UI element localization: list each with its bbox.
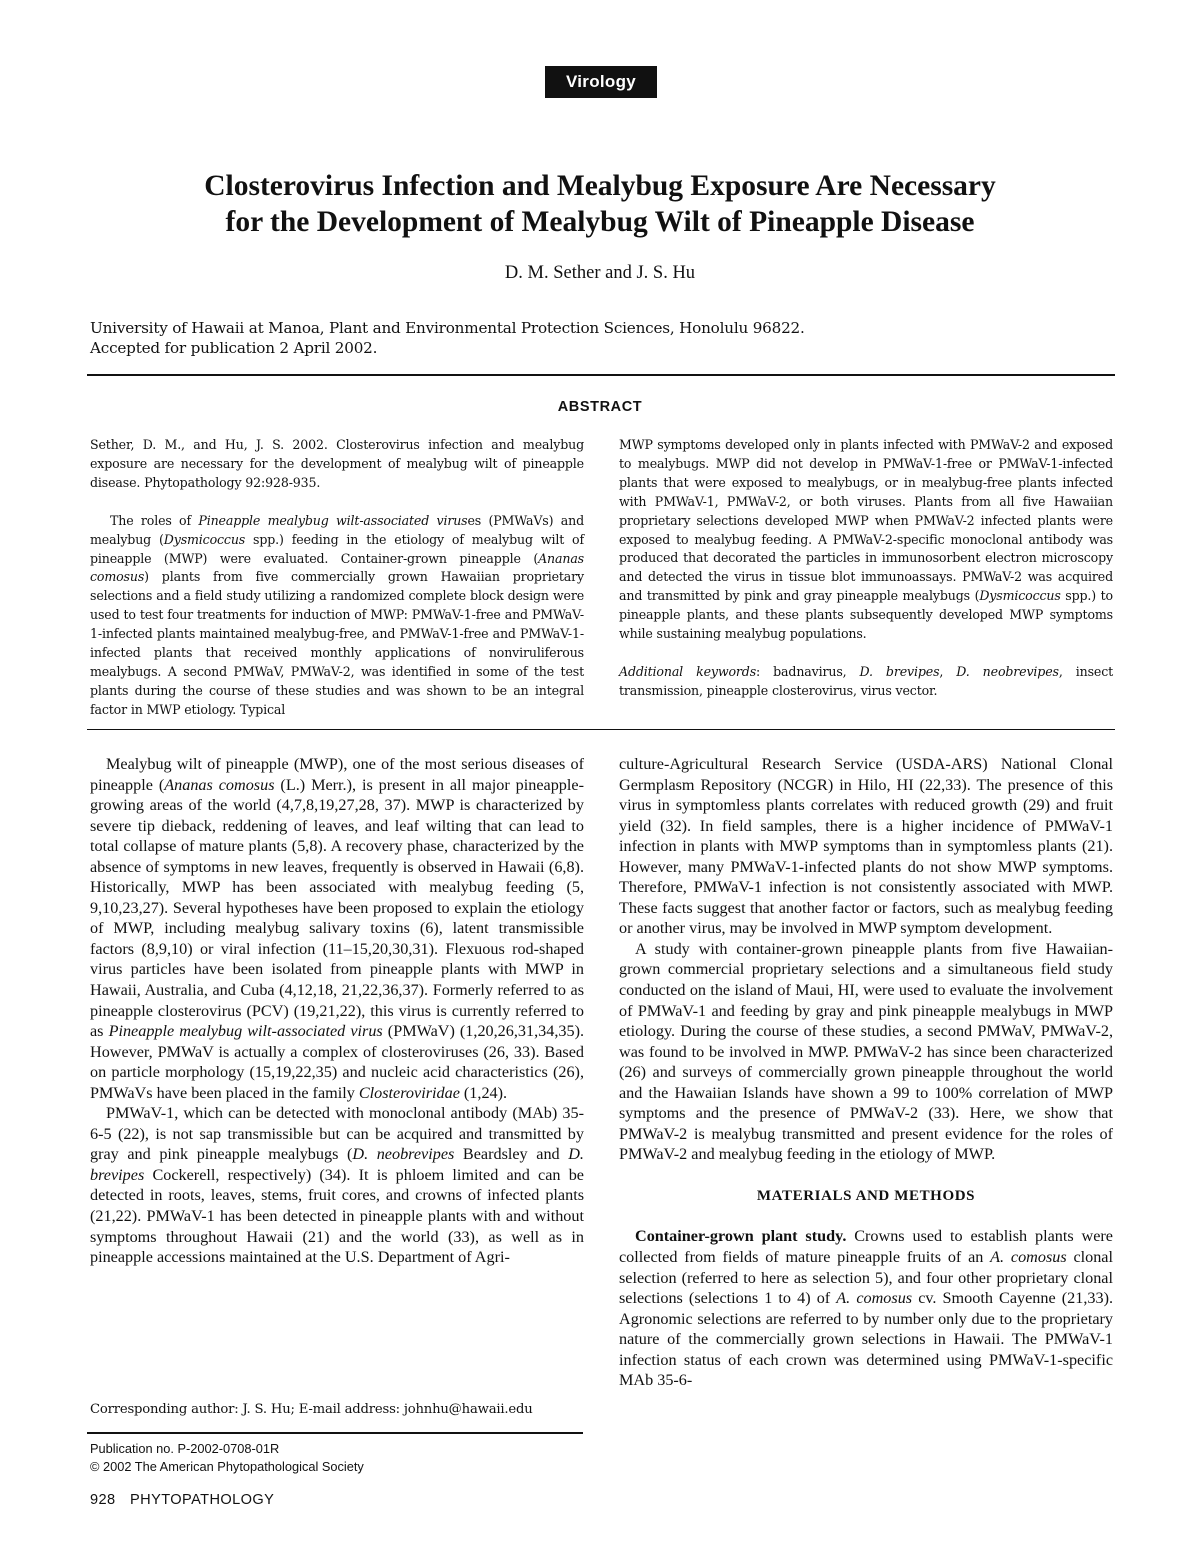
abstract-column-right: [619, 436, 1113, 701]
abstract-body-part-2: MWP symptoms developed only in plants infected with PMWaV-2 and exposed to mealybugs. MWP did not develop in PMWaV-1-free or PMWaV-1-infected plants that were exposed to mealybugs, or in mealybug-free plants infected with PMWaV-1, PMWaV-2, or both viruses. Plants from all five Hawaiian proprietary selections developed MWP when PMWaV-2 infected plants were exposed to mealybug feeding. A PMWaV-2-specific monoclonal antibody was produced that decorated the particles in immunosorbent electron microscopy and detected the virus in tissue blot immunoassays. PMWaV-2 was acquired and transmitted by pink and gray pineapple mealybugs (Dysmicoccus spp.) to pineapple plants, and these plants subsequently developed MWP symptoms while sustaining mealybug populations.: [619, 437, 1113, 642]
journal-name: PHYTOPATHOLOGY: [130, 1492, 275, 1508]
abstract-citation: Sether, D. M., and Hu, J. S. 2002. Closterovirus infection and mealybug exposure are necessary for the development of mealybug wilt of pineapple disease. Phytopathology 92:928-935.: [90, 437, 584, 490]
title-line-1: Closterovirus Infection and Mealybug Exposure Are Necessary: [204, 170, 996, 202]
page-number: 928: [90, 1492, 116, 1508]
methods-paragraph-1: Container-grown plant study. Crowns used to establish plants were collected from fields of mature pineapple fruits of an A. comosus clonal selection (referred to here as selection 5), and four other proprietary clonal selections (selections 1 to 4) of A. comosus cv. Smooth Cayenne (21,33). Agronomic selections are referred to by number only due to the proprietary nature of the commercially grown selections in Hawaii. The PMWaV-1 infection status of each crown was determined using PMWaV-1-specific MAb 35-6-: [619, 1227, 1114, 1390]
body-column-right: [619, 754, 1113, 1391]
author-list: D. M. Sether and J. S. Hu: [504, 263, 696, 283]
intro-paragraph-1: Mealybug wilt of pineapple (MWP), one of the most serious diseases of pineapple (Ananas comosus (L.) Merr.), is present in all major pineapple-growing areas of the world (4,7,8,19,27,28, 37). MWP is characterized by severe tip dieback, reddening of leaves, and leaf wilting that can lead to total collapse of mature plants (5,8). A recovery phase, characterized by the absence of symptoms in new leaves, frequently is observed in Hawaii (6,8). Historically, MWP has been associated with mealybug feeding (5, 9,10,23,27). Several hypotheses have been proposed to explain the etiology of MWP, including mealybug salivary toxins (6), latent transmissible factors (8,9,10) or viral infection (11–15,20,30,31). Flexuous rod-shaped virus particles have been isolated from pineapple plants with MWP in Hawaii, Australia, and Cuba (4,12,18, 21,22,36,37). Formerly referred to as pineapple closterovirus (PCV) (19,21,22), this virus is currently referred to as Pineapple mealybug wilt-associated virus (PMWaV) (1,20,26,31,34,35). However, PMWaV is actually a complex of closteroviruses (26, 33). Based on particle morphology (15,19,22,35) and nucleic acid characteristics (26), PMWaVs have been placed in the family Closteroviridae (1,24).: [90, 755, 585, 1102]
additional-keywords: Additional keywords: badnavirus, D. brevipes, D. neobrevipes, insect transmission, pineapple closterovirus, virus vector.: [619, 663, 1114, 698]
accepted-date: Accepted for publication 2 April 2002.: [90, 339, 378, 357]
abstract-body-part-1: The roles of Pineapple mealybug wilt-associated viruses (PMWaVs) and mealybug (Dysmicoccus spp.) feeding in the etiology of mealybug wilt of pineapple (MWP) were evaluated. Container-grown pineapple (Ananas comosus) plants from five commercially grown Hawaiian proprietary selections and a field study utilizing a randomized complete block design were used to test four treatments for induction of MWP: PMWaV-1-free and PMWaV-1-infected plants maintained mealybug-free, and PMWaV-1-free and PMWaV-1-infected plants that received monthly applications of nonviruliferous mealybugs. A second PMWaV, PMWaV-2, was identified in some of the test plants during the course of these studies and was shown to be an integral factor in MWP etiology. Typical: [90, 512, 584, 717]
corresponding-author: Corresponding author: J. S. Hu; E-mail address: johnhu@hawaii.edu: [90, 1402, 533, 1417]
affiliation: University of Hawaii at Manoa, Plant and Environmental Protection Sciences, Honolulu 96822.: [90, 319, 805, 337]
body-column-left: [90, 754, 584, 1268]
section-tag-virology: Virology: [545, 66, 657, 98]
abstract-heading: ABSTRACT: [557, 399, 643, 415]
copyright-notice: © 2002 The American Phytopathological Society: [90, 1459, 364, 1474]
methods-heading: MATERIALS AND METHODS: [756, 1187, 976, 1204]
article-title: [80, 168, 1120, 240]
title-line-2: for the Development of Mealybug Wilt of Pineapple Disease: [225, 206, 975, 238]
intro-paragraph-2: PMWaV-1, which can be detected with monoclonal antibody (MAb) 35-6-5 (22), is not sap transmissible but can be acquired and transmitted by gray and pink pineapple mealybugs (D. neobrevipes Beardsley and D. brevipes Cockerell, respectively) (34). It is phloem limited and can be detected in roots, leaves, stems, fruit cores, and crowns of infected plants (21,22). PMWaV-1 has been detected in pineapple plants with and without symptoms throughout Hawaii (21) and the world (33), as well as in pineapple accessions maintained at the U.S. Department of Agri-: [90, 1104, 584, 1267]
affiliation-block: [90, 318, 805, 358]
page-folio: [90, 1492, 274, 1508]
publication-number: Publication no. P-2002-0708-01R: [90, 1441, 280, 1456]
header-rule: [87, 374, 1115, 376]
abstract-rule: [87, 729, 1115, 730]
footnote-rule: [87, 1432, 583, 1434]
publication-info: [90, 1440, 364, 1476]
intro-paragraph-3: A study with container-grown pineapple plants from five Hawaiian-grown commercial proprietary selections and a simultaneous field study conducted on the island of Maui, HI, were used to evaluate the involvement of PMWaV-1 and feeding by gray and pink pineapple mealybugs in MWP etiology. During the course of these studies, a second PMWaV, PMWaV-2, was found to be involved in MWP. PMWaV-2 has since been characterized (26) and surveys of commercially grown pineapple throughout the world and the Hawaiian Islands have shown a 99 to 100% correlation of MWP symptoms and the presence of PMWaV-2 (33). Here, we show that PMWaV-2 is mealybug transmitted and present evidence for the roles of PMWaV-2 and mealybug feeding in the etiology of MWP.: [619, 939, 1113, 1164]
intro-paragraph-2-continued: culture-Agricultural Research Service (USDA-ARS) National Clonal Germplasm Repository (NCGR) in Hilo, HI (22,33). The presence of this virus in symptomless plants correlates with reduced growth (29) and fruit yield (32). In field samples, there is a higher incidence of PMWaV-1 infection in plants with MWP symptoms than in symptomless plants (21). However, many PMWaV-1-infected plants do not show MWP symptoms. Therefore, PMWaV-1 infection is not consistently associated with MWP. These facts suggest that another factor or factors, such as mealybug feeding or another virus, may be involved in MWP symptom development.: [619, 755, 1113, 938]
abstract-column-left: [90, 436, 584, 720]
